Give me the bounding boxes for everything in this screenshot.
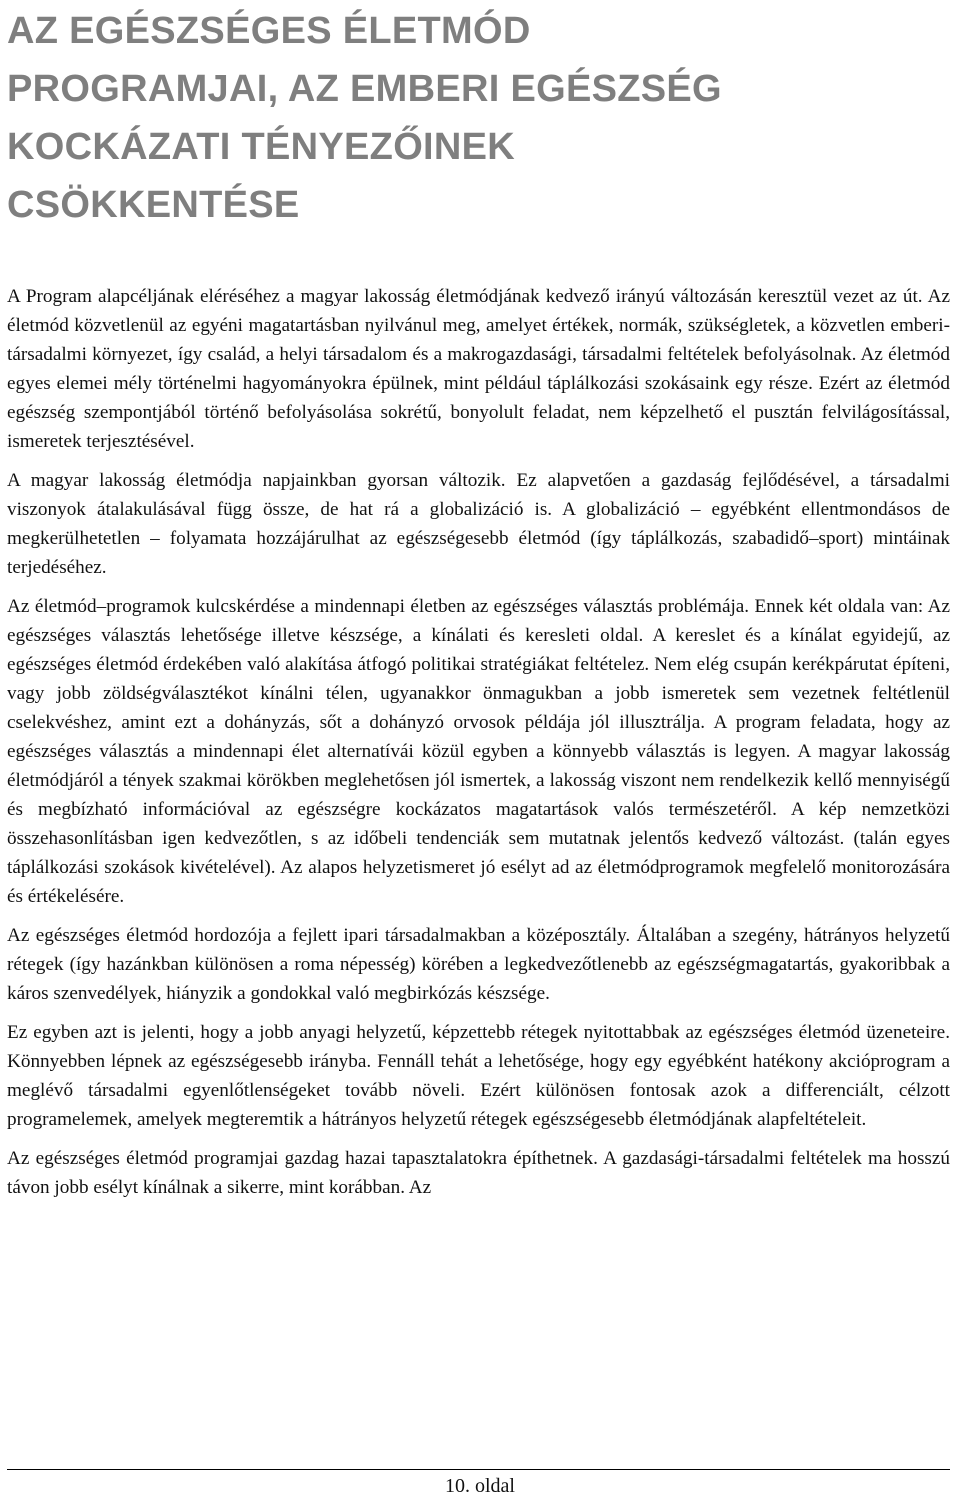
paragraph: Az egészséges életmód programjai gazdag hazai tapasztalatokra építhetnek. A gazdasági-társadalmi feltételek ma hosszú távon jobb esélyt kínálnak a sikerre, mint korábban. Az: [7, 1148, 950, 1198]
paragraph: A magyar lakosság életmódja napjainkban gyorsan változik. Ez alapvetően a gazdaság fejlődésével, a társadalmi viszonyok átalakulásával függ össze, de hat rá a globalizáció is. A globalizáció – egyébként ellentmondásos de megkerülhetetlen – folyamata hozzájárulhat az egészségesebb életmód (így táplálkozás, szabadidő–sport) mintáinak terjedéséhez.: [7, 470, 950, 578]
document-title: [7, 0, 950, 234]
footer-divider: [7, 1469, 950, 1470]
title-line: CSÖKKENTÉSE: [7, 184, 300, 226]
title-line: KOCKÁZATI TÉNYEZŐINEK: [7, 126, 516, 168]
paragraph: Ez egyben azt is jelenti, hogy a jobb anyagi helyzetű, képzettebb rétegek nyitottabbak az egészséges életmód üzeneteire. Könnyebben lépnek az egészségesebb irányba. Fennáll tehát a lehetősége, hogy egy egyébként hatékony akcióprogram a meglévő társadalmi egyenlőtlenségeket tovább növeli. Ezért különösen fontosak azok a differenciált, célzott programelemek, amelyek megteremtik a hátrányos helyzetű rétegek egészségesebb életmódjának alapfeltételeit.: [7, 1022, 950, 1130]
paragraph: Az életmód–programok kulcskérdése a mindennapi életben az egészséges választás problémája. Ennek két oldala van: Az egészséges választás lehetősége illetve készsége, a kínálati és keresleti oldal. A kereslet és a kínálat egyidejű, az egészséges életmód érdekében való alakítása átfogó politikai stratégiákat feltételez. Nem elég csupán kerékpárutat építeni, vagy jobb zöldségválasztékot kínálni télen, ugyanakkor önmagukban a jobb ismeretek sem vezetnek feltétlenül cselekvéshez, amint ezt a dohányzás, sőt a dohányzó orvosok példája jól illusztrálja. A program feladata, hogy az egészséges választás a mindennapi élet alternatívái közül egyben a könnyebb választás is legyen. A magyar lakosság életmódjáról a tények szakmai körökben meglehetősen jól ismertek, a lakosság viszont nem rendelkezik kellő mennyiségű és megbízható információval az egészségre kockázatos magatartások valós természetéről. A kép nemzetközi összehasonlításban igen kedvezőtlen, s az időbeli tendenciák sem mutatnak jelentős kedvező változást. (talán egyes táplálkozási szokások kivételével). Az alapos helyzetismeret jó esélyt ad az életmódprogramok megfelelő monitorozására és értékelésére.: [7, 596, 950, 907]
title-line: PROGRAMJAI, AZ EMBERI EGÉSZSÉG: [7, 68, 722, 110]
document-page: [7, 0, 950, 234]
paragraph: Az egészséges életmód hordozója a fejlett ipari társadalmakban a középosztály. Általában a szegény, hátrányos helyzetű rétegek (így hazánkban különösen a roma népesség) körében a legkedvezőtlenebb az egészségmagatartás, gyakoribbak a káros szenvedélyek, hiányzik a gondokkal való megbirkózás készsége.: [7, 925, 950, 1004]
page-number: 10. oldal: [445, 1475, 515, 1497]
document-body: [7, 282, 950, 1202]
title-line: AZ EGÉSZSÉGES ÉLETMÓD: [7, 10, 531, 52]
paragraph: A Program alapcéljának eléréséhez a magyar lakosság életmódjának kedvező irányú változásán keresztül vezet az út. Az életmód közvetlenül az egyéni magatartásban nyilvánul meg, amelyet értékek, normák, szükségletek, a közvetlen emberi-társadalmi környezet, így család, a helyi társadalom és a makrogazdasági, társadalmi feltételek befolyásolnak. Az életmód egyes elemei mély történelmi hagyományokra épülnek, mint például táplálkozási szokásaink egy része. Ezért az életmód egészség szempontjából történő befolyásolása sokrétű, bonyolult feladat, nem képzelhető el pusztán felvilágosítással, ismeretek terjesztésével.: [7, 286, 950, 452]
